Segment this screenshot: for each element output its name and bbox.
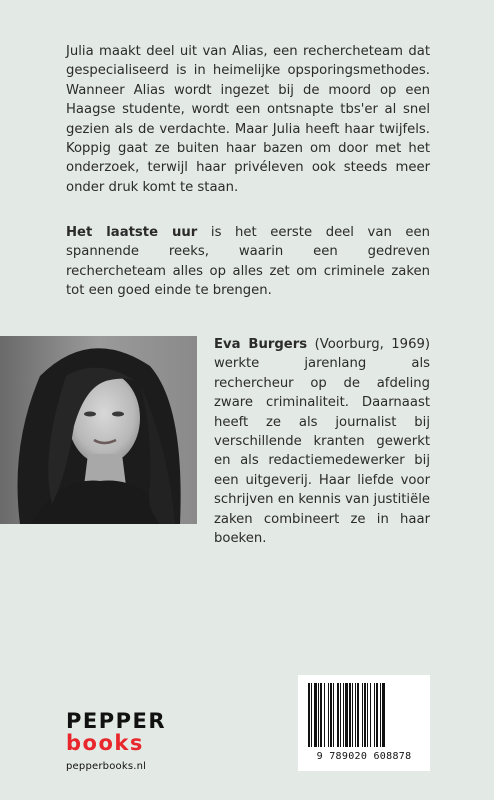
- publisher-logo-line2: books: [66, 731, 144, 755]
- barcode-bar: [380, 683, 381, 747]
- barcode-bar: [343, 683, 344, 747]
- barcode-bar: [355, 683, 356, 747]
- blurb-paragraph-2-text: is het eerste deel van een spannende reeks, waarin een gedreven rechercheteam alles op alles zet om criminele zaken tot een goed einde te brengen.: [66, 225, 430, 299]
- barcode: [298, 675, 430, 771]
- barcode-bar: [367, 683, 368, 747]
- publisher-logo-line1: PEPPER: [66, 709, 167, 733]
- barcode-number: 9 789020 608878: [316, 751, 412, 762]
- barcode-bar: [337, 683, 339, 747]
- author-name: Eva Burgers: [214, 337, 308, 352]
- barcode-bar: [374, 683, 375, 747]
- barcode-bars: [298, 675, 430, 751]
- book-title: Het laatste uur: [66, 225, 198, 240]
- blurb-paragraph-2: [66, 223, 430, 301]
- barcode-bar: [320, 683, 322, 747]
- barcode-bar: [352, 683, 353, 747]
- barcode-bar: [328, 683, 329, 747]
- barcode-bar: [349, 683, 351, 747]
- barcode-bar: [376, 683, 378, 747]
- barcode-bar: [333, 683, 334, 747]
- barcode-bar: [318, 683, 319, 747]
- author-bio-text: (Voorburg, 1969) werkte jarenlang als rechercheur op de afdeling zware criminaliteit. Daarnaast heeft ze als journalist bij verschillende kranten gewerkt en als redactiemedewerker bij een uitgeverij. Haar liefde voor schrijven en kennis van justitiële zaken combineert ze in haar boeken.: [214, 337, 430, 547]
- barcode-bar: [340, 683, 341, 747]
- barcode-bar: [357, 683, 359, 747]
- author-bio: [214, 335, 430, 548]
- barcode-bar: [370, 683, 371, 747]
- barcode-bar: [330, 683, 332, 747]
- barcode-bar: [362, 683, 363, 747]
- blurb-paragraph-1: Julia maakt deel uit van Alias, een rechercheteam dat gespecialiseerd is in heimelijke opsporingsmethodes. Wanneer Alias wordt ingezet bij de moord op een Haagse studente, wordt een ontsnapte tbs'er al snel gezien als de verdachte. Maar Julia heeft haar twijfels. Koppig gaat ze buiten haar bazen om door met het onderzoek, terwijl haar privéleven ook steeds meer onder druk komt te staan.: [66, 44, 430, 195]
- publisher-logo: [66, 710, 166, 772]
- author-photo: [0, 336, 197, 524]
- publisher-url: pepperbooks.nl: [66, 761, 147, 772]
- barcode-bar: [345, 683, 348, 747]
- barcode-bar: [324, 683, 325, 747]
- barcode-bar: [382, 683, 385, 747]
- barcode-bar: [364, 683, 366, 747]
- barcode-bar: [311, 683, 312, 747]
- barcode-bar: [314, 683, 317, 747]
- barcode-bar: [308, 683, 310, 747]
